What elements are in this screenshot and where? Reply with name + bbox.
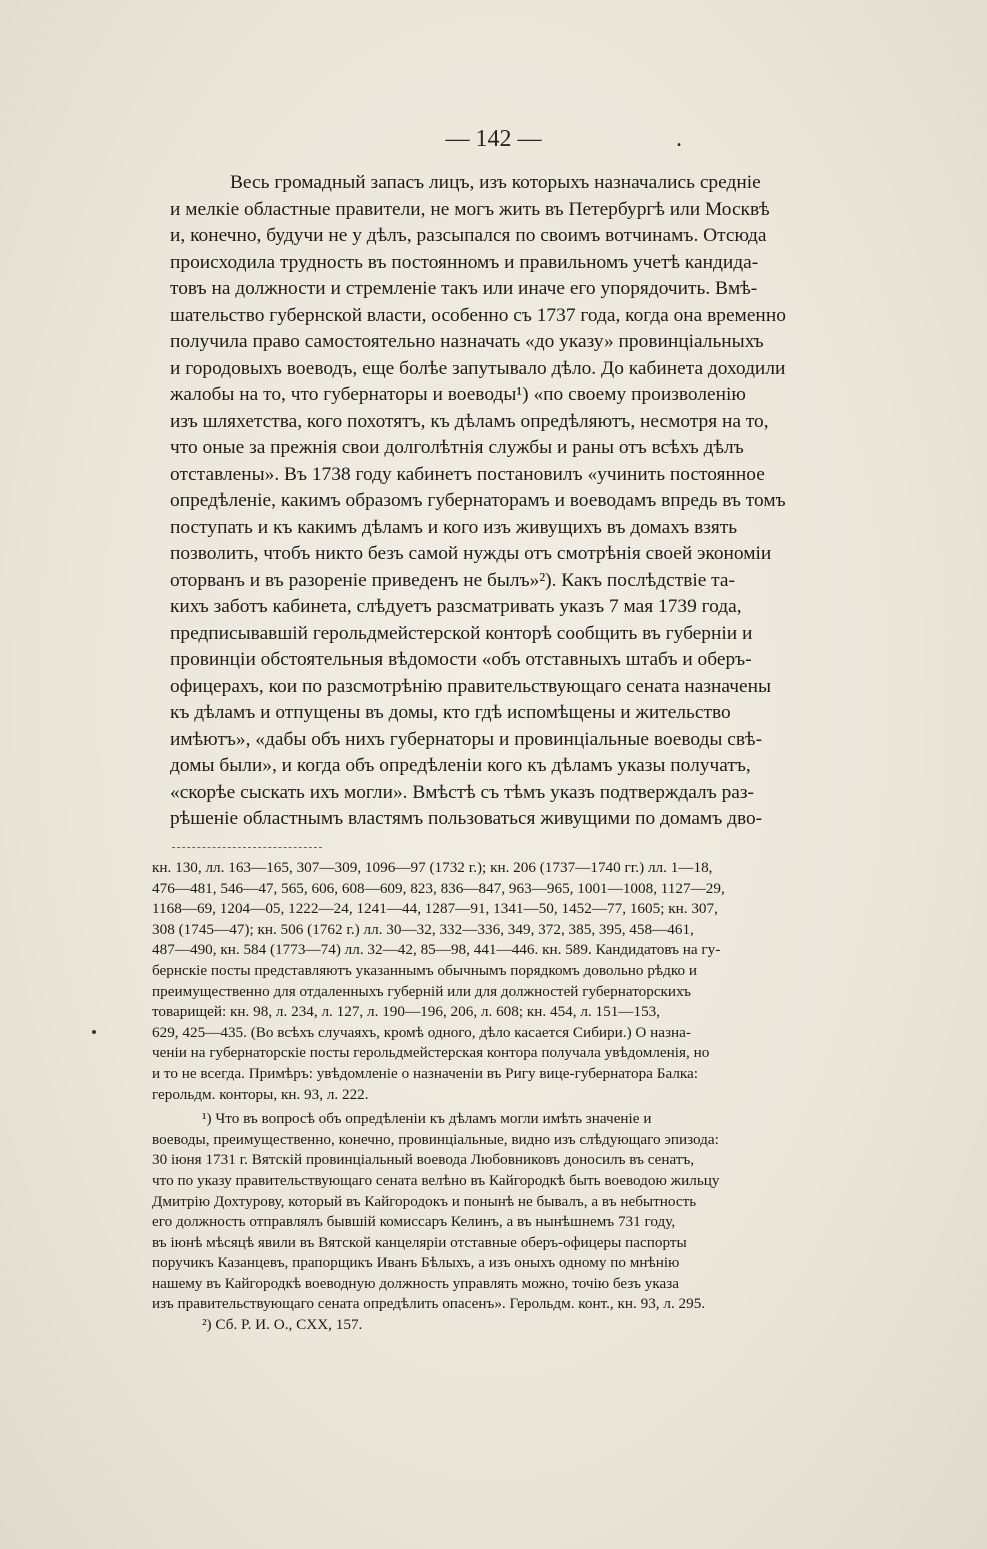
footnote-line: нашему въ Кайгородкѣ воеводную должность управлять можно, точiю безъ указа	[152, 1274, 679, 1292]
footnote-line: поручикъ Казанцевъ, прапорщикъ Иванъ Бѣлыхъ, а изъ оныхъ одному по мнѣнiю	[152, 1254, 680, 1272]
footnote-line: 476—481, 546—47, 565, 606, 608—609, 823, 836—847, 963—965, 1001—1008, 1127—29,	[152, 879, 725, 897]
body-line: жалобы на то, что губернаторы и воеводы¹) «по своему произволенiю	[170, 384, 746, 405]
footnote-line: въ iюнѣ мѣсяцѣ явили въ Вятской канцелярiи отставные оберъ-офицеры паспорты	[152, 1233, 687, 1251]
body-line: «скорѣе сыскать ихъ могли». Вмѣстѣ съ тѣмъ указъ подтверждалъ раз-	[170, 781, 754, 803]
ink-speck	[92, 1030, 96, 1034]
footnotes	[152, 858, 910, 1336]
body-line: шательство губернской власти, особенно съ 1737 года, когда она временно	[170, 304, 786, 326]
body-line: происходила трудность въ постоянномъ и правильномъ учетѣ кандида-	[170, 251, 759, 273]
body-line: домы были», и когда объ опредѣленiи кого къ дѣламъ указы получатъ,	[170, 755, 751, 776]
footnote-line: 487—490, кн. 584 (1773—74) лл. 32—42, 85—98, 441—446. кн. 589. Кандидатовъ на гу-	[152, 941, 721, 959]
footnote-line: что по указу правительствующаго сената велѣно въ Кайгородкѣ быть воеводою жильцу	[152, 1171, 720, 1189]
footnote-line: ченiи на губернаторскiе посты герольдмейстерская контора получала увѣдомленiя, но	[152, 1044, 710, 1062]
body-line: и мелкiе областные правители, не могъ жить въ Петербургѣ или Москвѣ	[170, 198, 770, 220]
body-line: рѣшенiе областнымъ властямъ пользоваться живущими по домамъ дво-	[170, 808, 763, 829]
footnote-line: изъ правительствующаго сената опредѣлить опасенъ». Герольдм. конт., кн. 93, л. 295.	[152, 1295, 706, 1313]
body-line: имѣютъ», «дабы объ нихъ губернаторы и провинцiальные воеводы свѣ-	[170, 728, 763, 750]
footnote-line: 629, 425—435. (Во всѣхъ случаяхъ, кромѣ одного, дѣло касается Сибири.) О назна-	[152, 1023, 691, 1041]
footnote-line: воеводы, преимущественно, конечно, провинцiальные, видно изъ слѣдующаго эпизода:	[152, 1130, 719, 1148]
footnote-line: 1168—69, 1204—05, 1222—24, 1241—44, 1287—91, 1341—50, 1452—77, 1605; кн. 307,	[152, 900, 718, 918]
body-line: оторванъ и въ разоренiе приведенъ не былъ»²). Какъ послѣдствiе та-	[170, 569, 735, 591]
footnote-line: 308 (1745—47); кн. 506 (1762 г.) лл. 30—32, 332—336, 349, 372, 385, 395, 458—461,	[152, 920, 694, 938]
footnote-divider	[172, 847, 322, 848]
footnote-line: и то не всегда. Примѣръ: увѣдомленiе о назначенiи въ Ригу вице-губернатора Балка:	[152, 1064, 699, 1082]
body-text	[170, 170, 910, 833]
body-line: опредѣленiе, какимъ образомъ губернаторамъ и воеводамъ впредь въ томъ	[170, 490, 786, 511]
body-line: позволить, чтобъ никто безъ самой нужды отъ смотрѣнiя своей экономiи	[170, 543, 772, 564]
body-line: офицерахъ, кои по разсмотрѣнiю правительствующаго сената назначены	[170, 675, 772, 697]
page-number: — 142 —	[445, 126, 542, 152]
footnote-line: его должность отправлялъ бывшiй комиссаръ Келинъ, а въ нынѣшнемъ 731 году,	[152, 1213, 676, 1231]
footnote-2: ²) Сб. Р. И. О., CXX, 157.	[202, 1316, 363, 1334]
body-line: отставлены». Въ 1738 году кабинетъ постановилъ «учинить постоянное	[170, 463, 765, 485]
body-line: кихъ заботъ кабинета, слѣдуетъ разсматривать указъ 7 мая 1739 года,	[170, 596, 742, 617]
body-line: получила право самостоятельно назначать «до указу» провинцiальныхъ	[170, 331, 764, 352]
stray-mark: .	[676, 126, 682, 152]
footnote-1-start: ¹) Что въ вопросѣ объ опредѣленiи къ дѣламъ могли имѣть значенiе и	[202, 1110, 652, 1128]
body-line: и, конечно, будучи не у дѣлъ, разсыпался по своимъ вотчинамъ. Отсюда	[170, 225, 767, 246]
footnote-line: товарищей: кн. 98, л. 234, л. 127, л. 190—196, 206, л. 608; кн. 454, л. 151—153,	[152, 1003, 661, 1021]
footnote-line: бернскiе посты представляютъ указаннымъ обычнымъ порядкомъ довольно рѣдко и	[152, 961, 698, 979]
body-line: и городовыхъ воеводъ, еще болѣе запутывало дѣло. До кабинета доходили	[170, 357, 786, 379]
footnote-line: кн. 130, лл. 163—165, 307—309, 1096—97 (1732 г.); кн. 206 (1737—1740 гг.) лл. 1—18,	[152, 859, 713, 876]
body-line: Весь громадный запасъ лицъ, изъ которыхъ назначались среднiе	[230, 172, 761, 193]
body-line: изъ шляхетства, кого похотятъ, къ дѣламъ опредѣляютъ, несмотря на то,	[170, 410, 769, 432]
body-line: товъ на должности и стремленiе такъ или иначе его упорядочить. Вмѣ-	[170, 278, 758, 299]
body-line: провинцiи обстоятельныя вѣдомости «объ отставныхъ штабъ и оберъ-	[170, 649, 752, 670]
body-line: поступать и къ какимъ дѣламъ и кого изъ живущихъ въ домахъ взять	[170, 516, 738, 538]
body-line: къ дѣламъ и отпущены въ домы, кто гдѣ испомѣщены и жительство	[170, 702, 731, 723]
body-line: что оные за прежнiя свои долголѣтнiя службы и раны отъ всѣхъ дѣлъ	[170, 437, 744, 458]
footnote-line: герольдм. конторы, кн. 93, л. 222.	[152, 1085, 369, 1103]
body-line: предписывавшiй герольдмейстерской конторѣ сообщить въ губернiи и	[170, 622, 753, 644]
footnote-line: Дмитрiю Дохтурову, который въ Кайгородокъ и понынѣ не бывалъ, а въ небытность	[152, 1192, 697, 1210]
footnote-line: преимущественно для отдаленныхъ губернiй или для должностей губернаторскихъ	[152, 982, 691, 1000]
footnote-line: 30 iюня 1731 г. Вятскiй провинцiальный воевода Любовниковъ доносилъ въ сенатъ,	[152, 1151, 695, 1169]
